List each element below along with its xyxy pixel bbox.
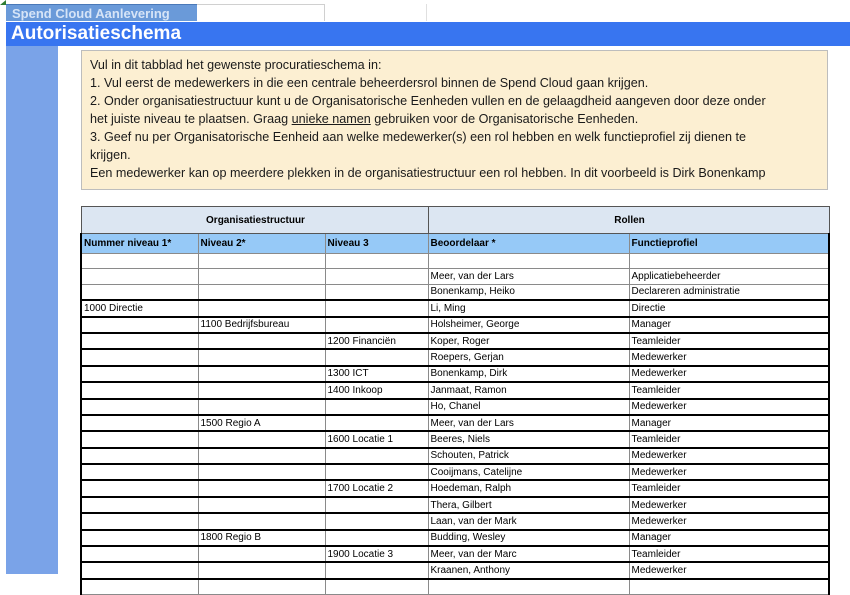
cell-niveau-3[interactable]: 1700 Locatie 2 xyxy=(325,480,428,496)
cell-niveau-2[interactable]: 1100 Bedrijfsbureau xyxy=(198,317,325,333)
cell-niveau-3[interactable]: 1900 Locatie 3 xyxy=(325,546,428,562)
cell-functieprofiel[interactable]: Medewerker xyxy=(629,366,829,382)
cell-niveau-3[interactable] xyxy=(325,349,428,365)
cell-functieprofiel[interactable]: Medewerker xyxy=(629,513,829,529)
cell-niveau-2[interactable] xyxy=(198,562,325,578)
cell-niveau-2[interactable] xyxy=(198,480,325,496)
table-row xyxy=(81,300,829,316)
cell-niveau-2[interactable] xyxy=(198,579,325,595)
cell-functieprofiel[interactable]: Medewerker xyxy=(629,562,829,578)
instruction-line-4 xyxy=(90,110,819,128)
instruction-line-1: Vul in dit tabblad het gewenste procuratieschema in: xyxy=(90,58,382,72)
cell-niveau-2[interactable] xyxy=(198,349,325,365)
cell-beoordelaar[interactable]: Budding, Wesley xyxy=(428,530,629,546)
cell-niveau-3[interactable] xyxy=(325,284,428,300)
cell-niveau-1[interactable] xyxy=(81,382,198,398)
instruction-line-4-start: het juiste niveau te plaatsen. Graag xyxy=(90,112,292,126)
section-header-row xyxy=(81,207,829,234)
cell-niveau-2[interactable] xyxy=(198,333,325,349)
column-header-niveau-2[interactable]: Niveau 2* xyxy=(198,234,325,254)
column-header-row xyxy=(81,234,829,254)
cell-functieprofiel[interactable]: Medewerker xyxy=(629,448,829,464)
cell-functieprofiel[interactable]: Teamleider xyxy=(629,382,829,398)
cell-niveau-3[interactable] xyxy=(325,254,428,269)
cell-niveau-3[interactable] xyxy=(325,415,428,431)
cell-beoordelaar[interactable]: Laan, van der Mark xyxy=(428,513,629,529)
cell-beoordelaar[interactable]: Schouten, Patrick xyxy=(428,448,629,464)
column-header-niveau-1[interactable]: Nummer niveau 1* xyxy=(81,234,198,254)
cell-niveau-2[interactable]: 1800 Regio B xyxy=(198,530,325,546)
section-header-roles: Rollen xyxy=(428,207,829,234)
cell-niveau-2[interactable] xyxy=(198,513,325,529)
cell-functieprofiel[interactable]: Medewerker xyxy=(629,399,829,415)
cell-niveau-1[interactable] xyxy=(81,497,198,513)
cell-niveau-2[interactable] xyxy=(198,399,325,415)
gridline xyxy=(426,4,427,21)
cell-niveau-2[interactable] xyxy=(198,382,325,398)
authorization-table xyxy=(80,206,830,595)
cell-niveau-1[interactable] xyxy=(81,431,198,447)
cell-niveau-3[interactable] xyxy=(325,317,428,333)
cell-functieprofiel[interactable]: Manager xyxy=(629,317,829,333)
cell-functieprofiel[interactable]: Directie xyxy=(629,300,829,316)
section-header-org: Organisatiestructuur xyxy=(81,207,428,234)
cell-beoordelaar[interactable]: Beeres, Niels xyxy=(428,431,629,447)
table-row xyxy=(81,399,829,415)
table-row xyxy=(81,480,829,496)
cell-functieprofiel[interactable]: Teamleider xyxy=(629,480,829,496)
cell-functieprofiel[interactable]: Medewerker xyxy=(629,464,829,480)
cell-beoordelaar[interactable]: Meer, van der Marc xyxy=(428,546,629,562)
column-header-functieprofiel[interactable]: Functieprofiel xyxy=(629,234,829,254)
cell-niveau-2[interactable] xyxy=(198,497,325,513)
cell-niveau-1[interactable] xyxy=(81,284,198,300)
cell-niveau-1[interactable] xyxy=(81,366,198,382)
cell-niveau-2[interactable] xyxy=(198,546,325,562)
cell-beoordelaar[interactable]: Ho, Chanel xyxy=(428,399,629,415)
cell-beoordelaar[interactable]: Meer, van der Lars xyxy=(428,269,629,284)
left-margin-strip xyxy=(6,22,58,574)
cell-beoordelaar[interactable]: Bonenkamp, Heiko xyxy=(428,284,629,300)
instruction-line-6: krijgen. xyxy=(90,148,131,162)
instruction-line-7: Een medewerker kan op meerdere plekken in de organisatiestructuur een rol hebben. In dit voorbeeld is Dirk Bonenkamp xyxy=(90,166,766,180)
cell-beoordelaar[interactable] xyxy=(428,254,629,269)
table-row xyxy=(81,448,829,464)
instruction-line-3: 2. Onder organisatiestructuur kunt u de Organisatorische Eenheden vullen en de gelaagdheid aangeven door deze onder xyxy=(90,94,766,108)
cell-beoordelaar[interactable]: Meer, van der Lars xyxy=(428,415,629,431)
cell-beoordelaar[interactable]: Li, Ming xyxy=(428,300,629,316)
instructions-box xyxy=(81,50,828,190)
cell-niveau-3[interactable]: 1300 ICT xyxy=(325,366,428,382)
cell-niveau-3[interactable] xyxy=(325,530,428,546)
table-row xyxy=(81,513,829,529)
cell-niveau-1[interactable] xyxy=(81,254,198,269)
cell-beoordelaar[interactable]: Roepers, Gerjan xyxy=(428,349,629,365)
instruction-line-4-end: gebruiken voor de Organisatorische Eenheden. xyxy=(370,112,639,126)
cell-niveau-3[interactable] xyxy=(325,579,428,595)
cell-niveau-3[interactable] xyxy=(325,513,428,529)
cell-niveau-1[interactable]: 1000 Directie xyxy=(81,300,198,316)
cell-functieprofiel[interactable]: Declareren administratie xyxy=(629,284,829,300)
table-row xyxy=(81,431,829,447)
cell-niveau-2[interactable] xyxy=(198,431,325,447)
cell-functieprofiel[interactable] xyxy=(629,579,829,595)
cell-niveau-1[interactable] xyxy=(81,464,198,480)
cell-niveau-2[interactable] xyxy=(198,464,325,480)
cell-beoordelaar[interactable]: Hoedeman, Ralph xyxy=(428,480,629,496)
table-row xyxy=(81,562,829,578)
cell-niveau-1[interactable] xyxy=(81,480,198,496)
column-header-beoordelaar[interactable]: Beoordelaar * xyxy=(428,234,629,254)
table-row xyxy=(81,366,829,382)
cell-beoordelaar[interactable] xyxy=(428,579,629,595)
cell-niveau-1[interactable] xyxy=(81,349,198,365)
cell-niveau-1[interactable] xyxy=(81,415,198,431)
cell-functieprofiel[interactable]: Teamleider xyxy=(629,333,829,349)
cell-niveau-3[interactable] xyxy=(325,562,428,578)
table-row xyxy=(81,415,829,431)
cell-niveau-1[interactable] xyxy=(81,317,198,333)
cell-niveau-3[interactable] xyxy=(325,399,428,415)
cell-niveau-2[interactable] xyxy=(198,366,325,382)
cell-functieprofiel[interactable]: Manager xyxy=(629,415,829,431)
table-row xyxy=(81,382,829,398)
column-header-niveau-3[interactable]: Niveau 3 xyxy=(325,234,428,254)
table-row xyxy=(81,349,829,365)
table-row xyxy=(81,269,829,284)
cell-niveau-3[interactable] xyxy=(325,269,428,284)
cell-beoordelaar[interactable]: Thera, Gilbert xyxy=(428,497,629,513)
cell-niveau-3[interactable]: 1600 Locatie 1 xyxy=(325,431,428,447)
cell-niveau-2[interactable] xyxy=(198,300,325,316)
cell-niveau-3[interactable] xyxy=(325,300,428,316)
cell-niveau-1[interactable] xyxy=(81,530,198,546)
cell-niveau-3[interactable]: 1400 Inkoop xyxy=(325,382,428,398)
cell-beoordelaar[interactable]: Janmaat, Ramon xyxy=(428,382,629,398)
cell-functieprofiel[interactable]: Teamleider xyxy=(629,431,829,447)
cell-niveau-1[interactable] xyxy=(81,562,198,578)
sheet-cell-blank[interactable] xyxy=(197,4,325,21)
cell-niveau-1[interactable] xyxy=(81,333,198,349)
cell-functieprofiel[interactable]: Applicatiebeheerder xyxy=(629,269,829,284)
table-row xyxy=(81,530,829,546)
cell-niveau-1[interactable] xyxy=(81,399,198,415)
table-row xyxy=(81,579,829,595)
table-row xyxy=(81,464,829,480)
cell-niveau-2[interactable] xyxy=(198,284,325,300)
cell-beoordelaar[interactable]: Bonenkamp, Dirk xyxy=(428,366,629,382)
table-row xyxy=(81,497,829,513)
cell-beoordelaar[interactable]: Holsheimer, George xyxy=(428,317,629,333)
cell-niveau-1[interactable] xyxy=(81,269,198,284)
cell-niveau-2[interactable]: 1500 Regio A xyxy=(198,415,325,431)
cell-functieprofiel[interactable] xyxy=(629,254,829,269)
cell-niveau-1[interactable] xyxy=(81,513,198,529)
cell-functieprofiel[interactable]: Manager xyxy=(629,530,829,546)
cell-niveau-3[interactable]: 1200 Financiën xyxy=(325,333,428,349)
cell-functieprofiel[interactable]: Medewerker xyxy=(629,497,829,513)
table-row xyxy=(81,333,829,349)
cell-functieprofiel[interactable]: Medewerker xyxy=(629,349,829,365)
instruction-line-2: 1. Vul eerst de medewerkers in die een centrale beheerdersrol binnen de Spend Cloud gaan krijgen. xyxy=(90,76,649,90)
table-row xyxy=(81,284,829,300)
table-row xyxy=(81,546,829,562)
table-row xyxy=(81,254,829,269)
cell-functieprofiel[interactable]: Teamleider xyxy=(629,546,829,562)
cell-niveau-3[interactable] xyxy=(325,448,428,464)
instruction-line-5: 3. Geef nu per Organisatorische Eenheid aan welke medewerker(s) een rol hebben en welk functieprofiel zij dienen te xyxy=(90,130,746,144)
cell-beoordelaar[interactable]: Kraanen, Anthony xyxy=(428,562,629,578)
table-row xyxy=(81,317,829,333)
cell-beoordelaar[interactable]: Cooijmans, Catelijne xyxy=(428,464,629,480)
cell-niveau-2[interactable] xyxy=(198,269,325,284)
cell-niveau-1[interactable] xyxy=(81,579,198,595)
cell-niveau-1[interactable] xyxy=(81,448,198,464)
cell-beoordelaar[interactable]: Koper, Roger xyxy=(428,333,629,349)
page-title: Autorisatieschema xyxy=(6,22,850,46)
cell-niveau-1[interactable] xyxy=(81,546,198,562)
cell-niveau-2[interactable] xyxy=(198,254,325,269)
cell-niveau-3[interactable] xyxy=(325,464,428,480)
sheet-tab-spend-cloud[interactable]: Spend Cloud Aanlevering xyxy=(6,4,197,21)
cell-niveau-3[interactable] xyxy=(325,497,428,513)
unique-names-emphasis: unieke namen xyxy=(291,112,371,126)
cell-niveau-2[interactable] xyxy=(198,448,325,464)
